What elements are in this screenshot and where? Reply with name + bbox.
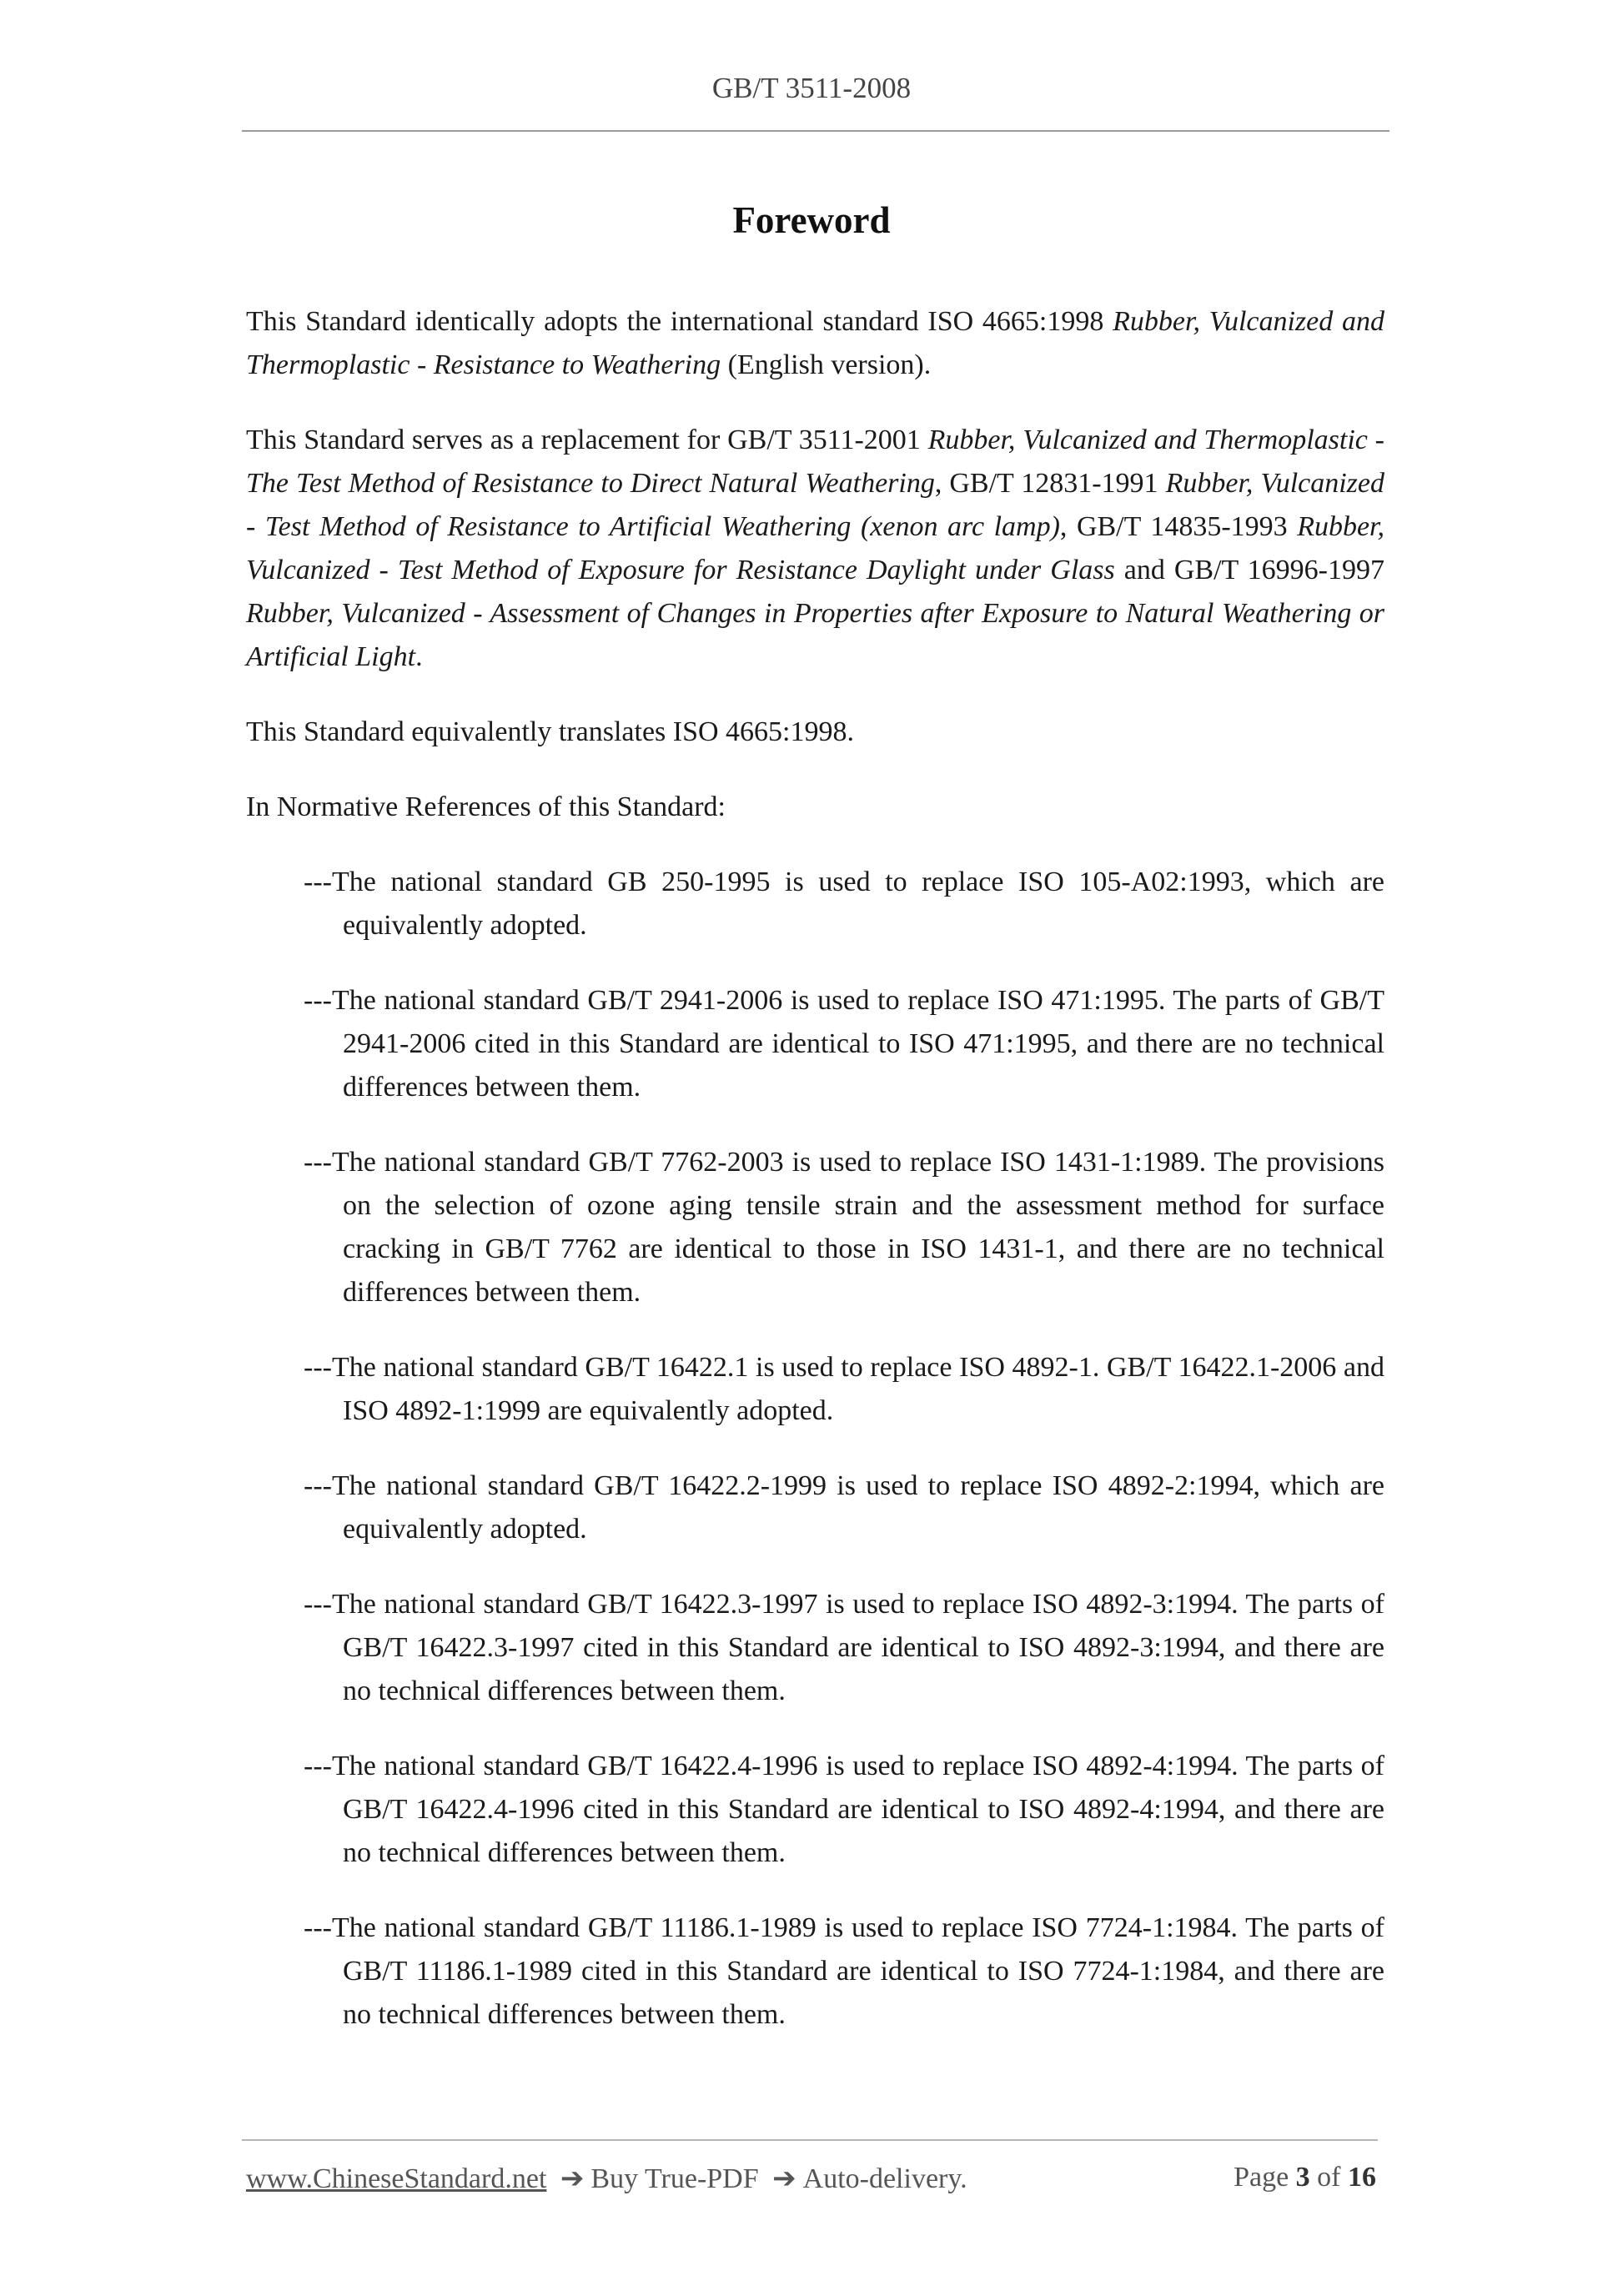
list-item: ---The national standard GB/T 16422.4-1996 is used to replace ISO 4892-4:1994. The parts of GB/T 16422.4-1996 cited in this Standard are identical to ISO 4892-4:1994, and there are no technical differences between them.	[304, 1751, 1384, 1868]
document-body	[246, 300, 1384, 2068]
page-word: Page	[1234, 2162, 1289, 2193]
standard-title: Rubber, Vulcanized - Test Method of Exposure for Resistance Daylight under Glass	[246, 511, 1385, 585]
site-link[interactable]: www.ChineseStandard.net	[246, 2163, 547, 2194]
paragraph-replacement	[246, 419, 1384, 679]
paragraph-normative-intro: In Normative References of this Standard:	[246, 791, 726, 822]
page-indicator	[1234, 2162, 1376, 2195]
normative-reference-list	[246, 861, 1384, 2037]
text-run: (English version).	[721, 349, 932, 380]
page-number: 3	[1295, 2162, 1310, 2193]
of-word: of	[1317, 2162, 1341, 2193]
text-run: , GB/T 12831-1991	[934, 468, 1166, 499]
text-run: .	[415, 641, 423, 672]
paragraph-adoption	[246, 300, 1384, 387]
text-run: This Standard serves as a replacement for GB/T 3511-2001	[246, 425, 928, 455]
standard-title: Rubber, Vulcanized and Thermoplastic - The Test Method of Resistance to Direct Natural Weathering	[246, 425, 1384, 499]
standard-title: Rubber, Vulcanized - Assessment of Changes in Properties after Exposure to Natural Weathering or Artificial Light	[246, 598, 1384, 672]
running-header: GB/T 3511-2008	[711, 72, 912, 104]
standard-title: Rubber, Vulcanized and Thermoplastic - Resistance to Weathering	[246, 306, 1385, 380]
footer-rule	[242, 2139, 1378, 2141]
paragraph-translation: This Standard equivalently translates ISO 4665:1998.	[246, 716, 854, 747]
list-item: ---The national standard GB/T 16422.2-1999 is used to replace ISO 4892-2:1994, which are equivalently adopted.	[304, 1470, 1384, 1545]
list-item: ---The national standard GB/T 7762-2003 is used to replace ISO 1431-1:1989. The provisions on the selection of ozone aging tensile strain and the assessment method for surface cracking in GB/T 7762 are identical to those in ISO 1431-1, and there are no technical differences between them.	[304, 1147, 1384, 1308]
auto-delivery-text: Auto-delivery.	[802, 2163, 967, 2194]
standard-title: Rubber, Vulcanized - Test Method of Resistance to Artificial Weathering (xenon arc lamp)	[246, 468, 1384, 542]
text-run: This Standard identically adopts the international standard ISO 4665:1998	[246, 306, 1113, 337]
footer-promo	[246, 2162, 967, 2195]
arrow-right-icon: ➔	[772, 2163, 796, 2194]
buy-pdf-text: Buy True-PDF	[590, 2163, 759, 2194]
page-footer	[246, 2162, 1376, 2195]
page-title: Foreword	[732, 199, 891, 241]
list-item: ---The national standard GB/T 2941-2006 is used to replace ISO 471:1995. The parts of GB/T 2941-2006 cited in this Standard are identical to ISO 471:1995, and there are no technical differences between them.	[304, 985, 1384, 1103]
text-run: , GB/T 14835-1993	[1059, 511, 1298, 542]
list-item: ---The national standard GB/T 16422.3-1997 is used to replace ISO 4892-3:1994. The parts of GB/T 16422.3-1997 cited in this Standard are identical to ISO 4892-3:1994, and there are no technical differences between them.	[304, 1589, 1384, 1706]
arrow-right-icon: ➔	[560, 2163, 585, 2194]
header-rule	[242, 130, 1389, 132]
list-item: ---The national standard GB 250-1995 is used to replace ISO 105-A02:1993, which are equivalently adopted.	[304, 867, 1384, 941]
page-total: 16	[1348, 2162, 1376, 2193]
list-item: ---The national standard GB/T 11186.1-1989 is used to replace ISO 7724-1:1984. The parts of GB/T 11186.1-1989 cited in this Standard are identical to ISO 7724-1:1984, and there are no technical differences between them.	[304, 1912, 1384, 2030]
text-run: and GB/T 16996-1997	[1114, 555, 1384, 585]
list-item: ---The national standard GB/T 16422.1 is used to replace ISO 4892-1. GB/T 16422.1-2006 and ISO 4892-1:1999 are equivalently adopted.	[304, 1352, 1384, 1426]
